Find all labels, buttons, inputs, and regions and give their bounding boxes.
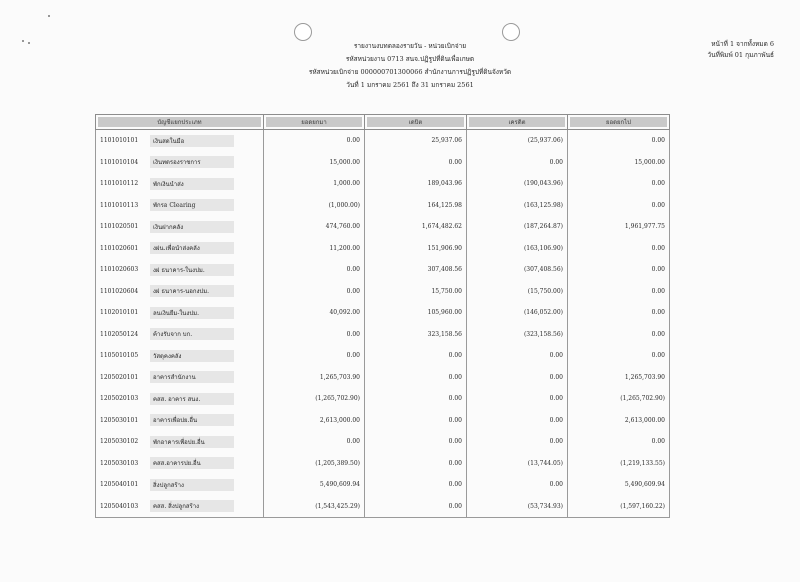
credit-cell: (13,744.05) — [467, 453, 568, 475]
account-cell — [96, 496, 264, 518]
brought-forward-cell: 0.00 — [264, 345, 365, 367]
table-row — [96, 130, 670, 152]
account-name: เงินฝากคลัง — [150, 221, 234, 233]
credit-cell: 0.00 — [467, 410, 568, 432]
debit-cell: 164,125.98 — [365, 195, 467, 217]
print-date: วันที่พิมพ์ 01 กุมภาพันธ์ — [707, 51, 774, 59]
carried-forward-cell: 0.00 — [568, 345, 670, 367]
table-row — [96, 496, 670, 518]
brought-forward-cell: 1,000.00 — [264, 173, 365, 195]
account-cell — [96, 130, 264, 152]
table-row — [96, 367, 670, 389]
carried-forward-cell: 1,265,703.90 — [568, 367, 670, 389]
credit-cell: 0.00 — [467, 345, 568, 367]
account-code: 1205030101 — [100, 416, 139, 424]
brought-forward-cell: 0.00 — [264, 324, 365, 346]
table-row — [96, 281, 670, 303]
carried-forward-cell: (1,597,160.22) — [568, 496, 670, 518]
credit-cell: 0.00 — [467, 152, 568, 174]
account-name: พักรอ Clearing — [150, 199, 234, 211]
account-cell — [96, 453, 264, 475]
brought-forward-cell: 0.00 — [264, 281, 365, 303]
credit-cell: (25,937.06) — [467, 130, 568, 152]
carried-forward-cell: 0.00 — [568, 302, 670, 324]
account-cell — [96, 431, 264, 453]
table-row — [96, 259, 670, 281]
table-row — [96, 453, 670, 475]
account-code: 1205030103 — [100, 459, 139, 467]
table-row — [96, 216, 670, 238]
scan-speck — [48, 15, 50, 17]
debit-cell: 0.00 — [365, 474, 467, 496]
punch-hole-right — [502, 23, 520, 41]
brought-forward-cell: 0.00 — [264, 259, 365, 281]
debit-cell: 1,674,482.62 — [365, 216, 467, 238]
account-code: 1101010104 — [100, 158, 139, 166]
account-cell — [96, 195, 264, 217]
credit-cell: (15,750.00) — [467, 281, 568, 303]
account-cell — [96, 474, 264, 496]
trial-balance-table — [95, 114, 670, 518]
punch-hole-left — [294, 23, 312, 41]
account-name: เงินทดรองราชการ — [150, 156, 234, 168]
table-row — [96, 195, 670, 217]
brought-forward-cell: 2,613,000.00 — [264, 410, 365, 432]
debit-cell: 323,158.56 — [365, 324, 467, 346]
debit-cell: 0.00 — [365, 431, 467, 453]
account-name: งฝน.เพื่อนำส่งคลัง — [150, 242, 234, 254]
scan-speck — [22, 40, 24, 42]
carried-forward-cell: 2,613,000.00 — [568, 410, 670, 432]
brought-forward-cell: (1,205,389.50) — [264, 453, 365, 475]
debit-cell: 15,750.00 — [365, 281, 467, 303]
account-code: 1205040101 — [100, 481, 139, 489]
brought-forward-cell: 0.00 — [264, 130, 365, 152]
table-row — [96, 238, 670, 260]
debit-cell: 0.00 — [365, 367, 467, 389]
report-title: รายงานงบทดลองรายวัน - หน่วยเบิกจ่าย — [353, 42, 467, 50]
table-row — [96, 152, 670, 174]
credit-cell: (163,125.98) — [467, 195, 568, 217]
account-name: อาคารสำนักงาน — [150, 371, 234, 383]
debit-cell: 307,408.56 — [365, 259, 467, 281]
account-name: พักอาคารเพื่อปย.อื่น — [150, 436, 234, 448]
brought-forward-cell: (1,265,702.90) — [264, 388, 365, 410]
credit-cell: (53,734.93) — [467, 496, 568, 518]
table-header-row — [96, 115, 670, 130]
debit-cell: 0.00 — [365, 453, 467, 475]
account-name: พักเงินนำส่ง — [150, 178, 234, 190]
table-body — [96, 130, 670, 518]
debit-cell: 0.00 — [365, 388, 467, 410]
credit-cell: 0.00 — [467, 367, 568, 389]
page-number: หน้าที่ 1 จากทั้งหมด 6 — [711, 40, 774, 48]
account-cell — [96, 152, 264, 174]
account-code: 1105010105 — [100, 352, 139, 360]
brought-forward-cell: 5,490,609.94 — [264, 474, 365, 496]
table-row — [96, 474, 670, 496]
credit-cell: (190,043.96) — [467, 173, 568, 195]
account-name: ลนเงินยืม-ในงปม. — [150, 307, 234, 319]
account-cell — [96, 324, 264, 346]
carried-forward-cell: (1,265,702.90) — [568, 388, 670, 410]
account-code: 1205020103 — [100, 395, 139, 403]
agency-code-line: รหัสหน่วยงาน 0713 สนจ.ปฏิรูปที่ดินเพื่อเกษต — [345, 55, 475, 63]
column-header-credit: เครดิต — [467, 115, 568, 130]
account-name: ค้างรับจาก บก. — [150, 328, 234, 340]
account-code: 1205030102 — [100, 438, 139, 446]
debit-cell: 0.00 — [365, 152, 467, 174]
account-name: อาคารเพื่อปย.อื่น — [150, 414, 234, 426]
account-cell — [96, 238, 264, 260]
account-code: 1101020603 — [100, 266, 139, 274]
account-code: 1205040103 — [100, 502, 139, 510]
debit-cell: 0.00 — [365, 496, 467, 518]
carried-forward-cell: 0.00 — [568, 431, 670, 453]
table-row — [96, 324, 670, 346]
brought-forward-cell: (1,000.00) — [264, 195, 365, 217]
account-cell — [96, 410, 264, 432]
account-name: คสส.อาคารปย.อื่น — [150, 457, 234, 469]
carried-forward-cell: (1,219,133.55) — [568, 453, 670, 475]
column-header-brought-forward: ยอดยกมา — [264, 115, 365, 130]
disbursement-unit-line: รหัสหน่วยเบิกจ่าย 000000701300066 สำนักงานการปฏิรูปที่ดินจังหวัด — [308, 68, 512, 76]
brought-forward-cell: 11,200.00 — [264, 238, 365, 260]
table-row — [96, 431, 670, 453]
account-code: 1101010113 — [100, 201, 139, 209]
credit-cell: 0.00 — [467, 388, 568, 410]
account-code: 1101010112 — [100, 180, 139, 188]
table-row — [96, 388, 670, 410]
debit-cell: 105,960.00 — [365, 302, 467, 324]
table-row — [96, 302, 670, 324]
carried-forward-cell: 0.00 — [568, 259, 670, 281]
account-code: 1101020501 — [100, 223, 139, 231]
carried-forward-cell: 0.00 — [568, 281, 670, 303]
carried-forward-cell: 0.00 — [568, 238, 670, 260]
credit-cell: (307,408.56) — [467, 259, 568, 281]
account-cell — [96, 173, 264, 195]
brought-forward-cell: 0.00 — [264, 431, 365, 453]
debit-cell: 189,043.96 — [365, 173, 467, 195]
carried-forward-cell: 1,961,977.75 — [568, 216, 670, 238]
column-header-account: บัญชีแยกประเภท — [96, 115, 264, 130]
account-code: 1205020101 — [100, 373, 139, 381]
debit-cell: 151,906.90 — [365, 238, 467, 260]
account-name: คสส. อาคาร สนง. — [150, 393, 234, 405]
account-code: 1101020604 — [100, 287, 139, 295]
carried-forward-cell: 0.00 — [568, 130, 670, 152]
account-cell — [96, 216, 264, 238]
table-row — [96, 410, 670, 432]
account-cell — [96, 367, 264, 389]
account-cell — [96, 388, 264, 410]
date-range-line: วันที่ 1 มกราคม 2561 ถึง 31 มกราคม 2561 — [346, 81, 474, 89]
account-code: 1101020601 — [100, 244, 139, 252]
account-cell — [96, 302, 264, 324]
account-cell — [96, 345, 264, 367]
account-name: คสส. สิ่งปลูกสร้าง — [150, 500, 234, 512]
credit-cell: (187,264.87) — [467, 216, 568, 238]
scan-speck — [28, 42, 30, 44]
credit-cell: 0.00 — [467, 474, 568, 496]
table-row — [96, 173, 670, 195]
carried-forward-cell: 0.00 — [568, 195, 670, 217]
account-cell — [96, 259, 264, 281]
credit-cell: 0.00 — [467, 431, 568, 453]
brought-forward-cell: (1,543,425.29) — [264, 496, 365, 518]
account-code: 1102010101 — [100, 309, 139, 317]
account-name: วัสดุคงคลัง — [150, 350, 234, 362]
account-name: สิ่งปลูกสร้าง — [150, 479, 234, 491]
debit-cell: 0.00 — [365, 410, 467, 432]
account-code: 1102050124 — [100, 330, 139, 338]
credit-cell: (146,052.00) — [467, 302, 568, 324]
account-name: งฝ ธนาคาร-นอกงปม. — [150, 285, 234, 297]
credit-cell: (163,106.90) — [467, 238, 568, 260]
credit-cell: (323,158.56) — [467, 324, 568, 346]
column-header-carried-forward: ยอดยกไป — [568, 115, 670, 130]
account-cell — [96, 281, 264, 303]
carried-forward-cell: 0.00 — [568, 173, 670, 195]
table-row — [96, 345, 670, 367]
page-info — [654, 39, 774, 61]
carried-forward-cell: 15,000.00 — [568, 152, 670, 174]
brought-forward-cell: 40,092.00 — [264, 302, 365, 324]
account-name: งฝ ธนาคาร-ในงปม. — [150, 264, 234, 276]
debit-cell: 0.00 — [365, 345, 467, 367]
report-header — [240, 40, 580, 92]
column-header-debit: เดบิต — [365, 115, 467, 130]
carried-forward-cell: 5,490,609.94 — [568, 474, 670, 496]
brought-forward-cell: 474,760.00 — [264, 216, 365, 238]
account-code: 1101010101 — [100, 137, 139, 145]
brought-forward-cell: 15,000.00 — [264, 152, 365, 174]
debit-cell: 25,937.06 — [365, 130, 467, 152]
carried-forward-cell: 0.00 — [568, 324, 670, 346]
brought-forward-cell: 1,265,703.90 — [264, 367, 365, 389]
account-name: เงินสดในมือ — [150, 135, 234, 147]
